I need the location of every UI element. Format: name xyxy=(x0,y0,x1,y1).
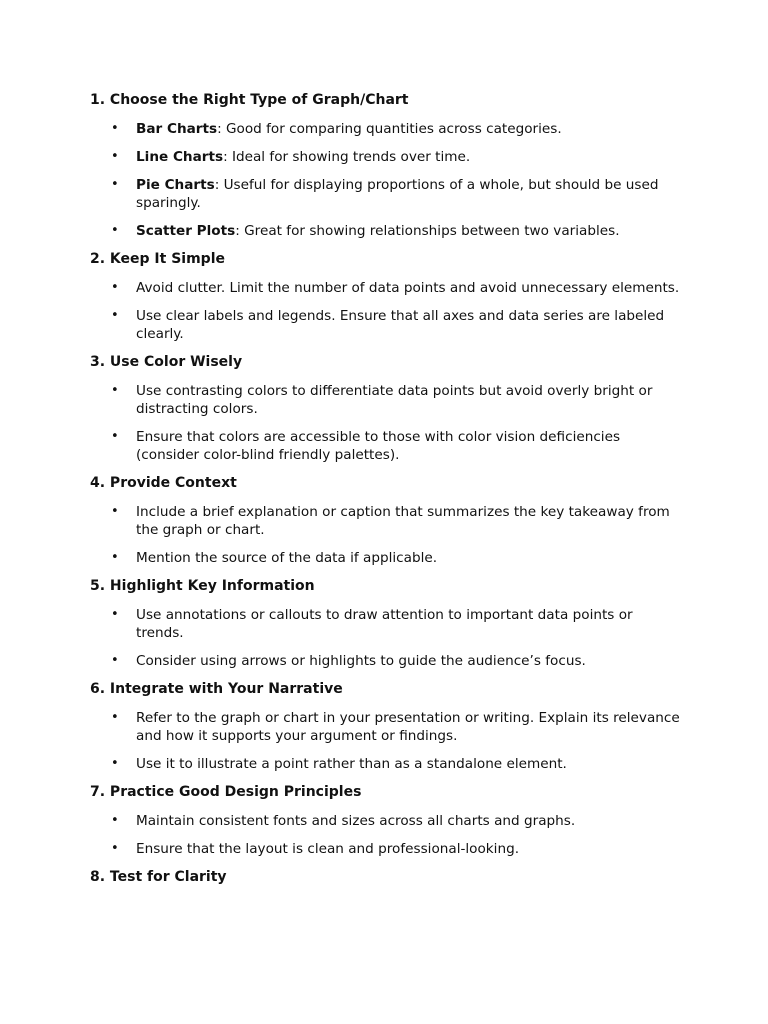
section-heading: 6. Integrate with Your Narrative xyxy=(90,681,343,697)
list-item-text: Ensure that the layout is clean and professional-looking. xyxy=(136,841,520,857)
bullet-icon: • xyxy=(111,504,119,519)
bullet-icon: • xyxy=(111,550,119,565)
document-content xyxy=(90,91,680,897)
bullet-list xyxy=(90,279,680,343)
list-item-text: : Great for showing relationships between two variables. xyxy=(235,223,620,239)
list-item xyxy=(90,840,680,858)
list-item-term: Pie Charts xyxy=(136,177,215,193)
bullet-icon: • xyxy=(111,756,119,771)
bullet-icon: • xyxy=(111,308,119,323)
bullet-list xyxy=(90,503,680,567)
section-heading: 5. Highlight Key Information xyxy=(90,578,315,594)
bullet-icon: • xyxy=(111,280,119,295)
list-item xyxy=(90,549,680,567)
bullet-list xyxy=(90,606,680,670)
list-item-text: Use clear labels and legends. Ensure that all axes and data series are labeled clearly. xyxy=(136,308,665,342)
bullet-icon: • xyxy=(111,607,119,622)
list-item xyxy=(90,120,680,138)
list-item-text: : Useful for displaying proportions of a whole, but should be used sparingly. xyxy=(136,177,659,211)
list-item-term: Line Charts xyxy=(136,149,224,165)
list-item xyxy=(90,279,680,297)
list-item-text: : Ideal for showing trends over time. xyxy=(223,149,471,165)
list-item xyxy=(90,652,680,670)
list-item xyxy=(90,222,680,240)
list-item xyxy=(90,812,680,830)
bullet-icon: • xyxy=(111,841,119,856)
list-item xyxy=(90,428,680,464)
list-item xyxy=(90,148,680,166)
list-item-text: Refer to the graph or chart in your presentation or writing. Explain its relevance and how it supports your argument or findings. xyxy=(136,710,680,744)
bullet-list xyxy=(90,120,680,240)
list-item-text: : Good for comparing quantities across categories. xyxy=(217,121,562,137)
bullet-icon: • xyxy=(111,149,119,164)
list-item-text: Avoid clutter. Limit the number of data points and avoid unnecessary elements. xyxy=(136,280,680,296)
bullet-list xyxy=(90,382,680,464)
list-item xyxy=(90,382,680,418)
bullet-list xyxy=(90,812,680,858)
list-item-text: Include a brief explanation or caption that summarizes the key takeaway from the graph or chart. xyxy=(136,504,670,538)
list-item xyxy=(90,755,680,773)
bullet-icon: • xyxy=(111,177,119,192)
list-item xyxy=(90,176,680,212)
list-item-text: Use contrasting colors to differentiate data points but avoid overly bright or distracting colors. xyxy=(136,383,653,417)
list-item-text: Mention the source of the data if applicable. xyxy=(136,550,438,566)
list-item xyxy=(90,709,680,745)
list-item-term: Bar Charts xyxy=(136,121,218,137)
list-item-term: Scatter Plots xyxy=(136,223,236,239)
bullet-list xyxy=(90,709,680,773)
bullet-icon: • xyxy=(111,429,119,444)
bullet-icon: • xyxy=(111,383,119,398)
section-heading: 1. Choose the Right Type of Graph/Chart xyxy=(90,92,409,108)
list-item-text: Use it to illustrate a point rather than as a standalone element. xyxy=(136,756,567,772)
section-heading: 4. Provide Context xyxy=(90,475,237,491)
section-heading: 2. Keep It Simple xyxy=(90,251,225,267)
list-item-text: Consider using arrows or highlights to guide the audience’s focus. xyxy=(136,653,586,669)
list-item xyxy=(90,307,680,343)
list-item-text: Maintain consistent fonts and sizes across all charts and graphs. xyxy=(136,813,576,829)
bullet-icon: • xyxy=(111,121,119,136)
section-heading: 8. Test for Clarity xyxy=(90,869,227,885)
section-heading: 3. Use Color Wisely xyxy=(90,354,243,370)
bullet-icon: • xyxy=(111,813,119,828)
list-item xyxy=(90,503,680,539)
list-item-text: Use annotations or callouts to draw attention to important data points or trends. xyxy=(136,607,633,641)
bullet-icon: • xyxy=(111,653,119,668)
bullet-icon: • xyxy=(111,223,119,238)
section-heading: 7. Practice Good Design Principles xyxy=(90,784,362,800)
bullet-icon: • xyxy=(111,710,119,725)
list-item xyxy=(90,606,680,642)
list-item-text: Ensure that colors are accessible to those with color vision deficiencies (consider color-blind friendly palettes). xyxy=(136,429,621,463)
